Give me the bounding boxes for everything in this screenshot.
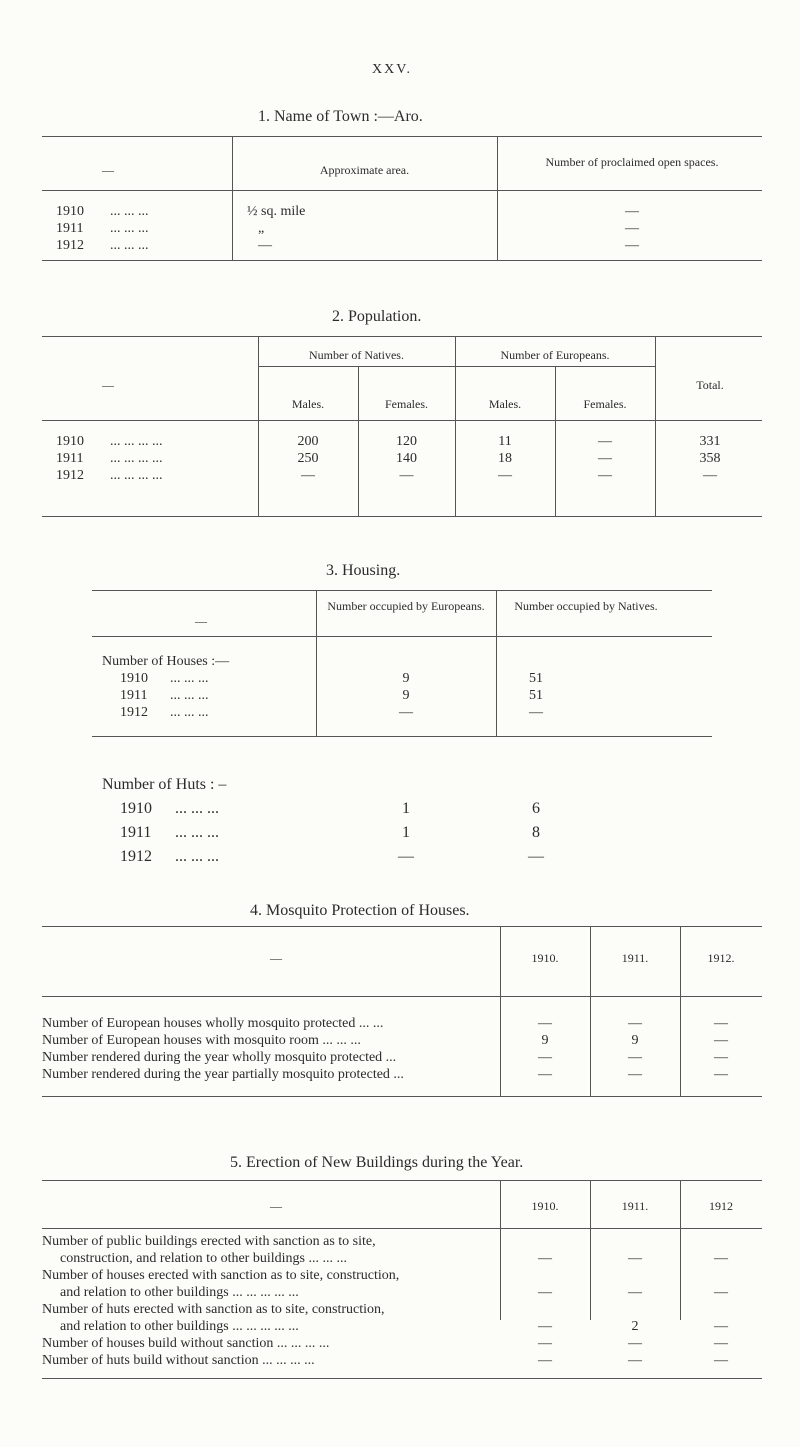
row-year: 1912 xyxy=(120,848,152,865)
cell-native-females: — xyxy=(399,468,414,483)
table-rule xyxy=(42,516,762,517)
cell-1910: — xyxy=(538,1016,552,1031)
cell-1911: — xyxy=(628,1067,642,1082)
row-year: 1912 xyxy=(56,238,84,253)
table-rule xyxy=(42,1180,762,1181)
table-rule xyxy=(42,136,762,137)
row-dots: ... ... ... xyxy=(175,848,219,865)
table-rule xyxy=(92,590,712,591)
row-label: Number of houses build without sanction ... ... ... ... xyxy=(42,1336,330,1351)
blank-header: — xyxy=(270,1199,282,1213)
cell-europeans: 1 xyxy=(402,800,410,817)
cell-native-males: 200 xyxy=(297,434,319,449)
table-rule xyxy=(42,1096,762,1097)
table-rule xyxy=(258,366,655,367)
cell-1910: — xyxy=(538,1353,552,1368)
cell-native-males: — xyxy=(301,468,315,483)
col-header-open-spaces: Number of proclaimed open spaces. xyxy=(545,155,719,169)
blank-header: — xyxy=(102,378,114,392)
cell-natives: — xyxy=(529,705,543,720)
row-label-continued: construction, and relation to other buildings ... ... ... xyxy=(60,1251,347,1266)
cell-area: ½ sq. mile xyxy=(247,204,306,219)
cell-natives: 51 xyxy=(529,688,543,703)
row-dots: ... ... ... ... xyxy=(110,468,163,483)
row-label: Number rendered during the year partially mosquito protected ... xyxy=(42,1067,404,1082)
cell-1910: 9 xyxy=(541,1033,549,1048)
col-header-1910: 1910. xyxy=(531,951,559,965)
col-header-1912: 1912. xyxy=(707,951,735,965)
cell-1911: 9 xyxy=(631,1033,639,1048)
row-dots: ... ... ... xyxy=(110,204,149,219)
cell-1912: — xyxy=(714,1336,728,1351)
table-rule xyxy=(42,420,762,421)
cell-1911: — xyxy=(628,1251,642,1266)
row-dots: ... ... ... ... xyxy=(110,451,163,466)
table-rule xyxy=(92,636,712,637)
row-dots: ... ... ... xyxy=(170,671,209,686)
cell-1910: — xyxy=(538,1067,552,1082)
cell-1910: — xyxy=(538,1050,552,1065)
cell-europeans: — xyxy=(398,848,414,865)
cell-1912: — xyxy=(714,1285,728,1300)
row-year: 1910 xyxy=(56,204,84,219)
cell-spaces: — xyxy=(625,221,639,236)
row-year: 1910 xyxy=(120,671,148,686)
huts-label: Number of Huts : – xyxy=(102,776,227,793)
cell-1910: — xyxy=(538,1251,552,1266)
sub-header: Females. xyxy=(583,397,627,411)
sub-header: Males. xyxy=(488,397,522,411)
row-year: 1910 xyxy=(56,434,84,449)
group-header-europeans: Number of Europeans. xyxy=(500,348,610,362)
col-header-1912: 1912 xyxy=(709,1199,733,1213)
section-title: 1. Name of Town :—Aro. xyxy=(258,108,423,125)
cell-1911: — xyxy=(628,1050,642,1065)
row-year: 1912 xyxy=(120,705,148,720)
table-rule xyxy=(92,736,712,737)
cell-1910: — xyxy=(538,1319,552,1334)
row-year: 1912 xyxy=(56,468,84,483)
cell-europeans: 1 xyxy=(402,824,410,841)
cell-natives: 8 xyxy=(532,824,540,841)
cell-europeans: — xyxy=(399,705,413,720)
col-header-natives: Number occupied by Natives. xyxy=(514,599,658,613)
section-title: 2. Population. xyxy=(332,308,422,325)
section-title: 4. Mosquito Protection of Houses. xyxy=(250,902,470,919)
cell-area: — xyxy=(258,238,272,253)
row-label: Number of public buildings erected with sanction as to site, xyxy=(42,1234,376,1249)
cell-area: „ xyxy=(258,221,265,236)
row-label-continued: and relation to other buildings ... ... ... ... ... xyxy=(60,1285,299,1300)
col-divider xyxy=(258,336,259,516)
cell-european-females: — xyxy=(598,451,612,466)
col-header-area: Approximate area. xyxy=(319,163,410,177)
group-header-natives: Number of Natives. xyxy=(309,348,404,362)
col-header-1911: 1911. xyxy=(621,951,649,965)
row-dots: ... ... ... xyxy=(175,800,219,817)
cell-1911: — xyxy=(628,1336,642,1351)
page-number: XXV. xyxy=(372,62,413,77)
houses-label: Number of Houses :— xyxy=(102,654,230,669)
cell-europeans: 9 xyxy=(402,688,410,703)
cell-native-females: 120 xyxy=(396,434,417,449)
cell-natives: 6 xyxy=(532,800,540,817)
cell-1912: — xyxy=(714,1353,728,1368)
sub-header: Males. xyxy=(291,397,325,411)
cell-1911: — xyxy=(628,1016,642,1031)
blank-header: — xyxy=(102,163,114,177)
cell-european-males: 11 xyxy=(498,434,512,449)
cell-1911: 2 xyxy=(631,1319,639,1334)
row-label: Number of huts erected with sanction as to site, construction, xyxy=(42,1302,385,1317)
row-dots: ... ... ... xyxy=(110,238,149,253)
cell-total: 331 xyxy=(699,434,721,449)
cell-native-males: 250 xyxy=(297,451,319,466)
cell-total: — xyxy=(703,468,717,483)
cell-1912: — xyxy=(714,1033,728,1048)
cell-european-males: 18 xyxy=(498,451,512,466)
col-divider xyxy=(232,136,233,260)
cell-natives: — xyxy=(528,848,544,865)
blank-header: — xyxy=(195,614,207,628)
row-year: 1911 xyxy=(56,451,84,466)
table-rule xyxy=(42,190,762,191)
row-label: Number of European houses wholly mosquito protected ... ... xyxy=(42,1016,384,1031)
row-dots: ... ... ... xyxy=(170,705,209,720)
cell-total: 358 xyxy=(699,451,721,466)
col-header-1910: 1910. xyxy=(531,1199,559,1213)
table-rule xyxy=(42,996,762,997)
cell-native-females: 140 xyxy=(396,451,417,466)
row-year: 1911 xyxy=(120,824,152,841)
cell-1911: — xyxy=(628,1285,642,1300)
cell-1911: — xyxy=(628,1353,642,1368)
cell-1910: — xyxy=(538,1336,552,1351)
row-label: Number of huts build without sanction ... ... ... ... xyxy=(42,1353,315,1368)
row-dots: ... ... ... xyxy=(170,688,209,703)
col-divider xyxy=(655,336,656,516)
cell-european-males: — xyxy=(498,468,512,483)
cell-europeans: 9 xyxy=(402,671,410,686)
row-label: Number rendered during the year wholly mosquito protected ... xyxy=(42,1050,397,1065)
col-header-total: Total. xyxy=(696,378,724,392)
cell-1912: — xyxy=(714,1251,728,1266)
col-header-europeans: Number occupied by Europeans. xyxy=(327,599,485,613)
row-dots: ... ... ... xyxy=(175,824,219,841)
row-dots: ... ... ... ... xyxy=(110,434,163,449)
table-rule xyxy=(42,1378,762,1379)
cell-european-females: — xyxy=(598,468,612,483)
section-title: 3. Housing. xyxy=(326,562,401,579)
section-title: 5. Erection of New Buildings during the Year. xyxy=(230,1154,524,1171)
cell-1912: — xyxy=(714,1319,728,1334)
row-label: Number of European houses with mosquito room ... ... ... xyxy=(42,1033,361,1048)
cell-spaces: — xyxy=(625,238,639,253)
row-year: 1911 xyxy=(56,221,84,236)
col-header-1911: 1911. xyxy=(621,1199,649,1213)
cell-spaces: — xyxy=(625,204,639,219)
row-label-continued: and relation to other buildings ... ... ... ... ... xyxy=(60,1319,299,1334)
cell-1912: — xyxy=(714,1050,728,1065)
row-year: 1910 xyxy=(120,800,152,817)
cell-natives: 51 xyxy=(529,671,543,686)
table-rule xyxy=(42,336,762,337)
table-rule xyxy=(42,926,762,927)
row-year: 1911 xyxy=(120,688,148,703)
row-dots: ... ... ... xyxy=(110,221,149,236)
row-label: Number of houses erected with sanction as to site, construction, xyxy=(42,1268,400,1283)
cell-european-females: — xyxy=(598,434,612,449)
cell-1912: — xyxy=(714,1067,728,1082)
cell-1910: — xyxy=(538,1285,552,1300)
sub-header: Females. xyxy=(385,397,428,411)
table-rule xyxy=(42,1228,762,1229)
cell-1912: — xyxy=(714,1016,728,1031)
col-divider xyxy=(455,336,456,516)
blank-header: — xyxy=(270,951,282,965)
table-rule xyxy=(42,260,762,261)
